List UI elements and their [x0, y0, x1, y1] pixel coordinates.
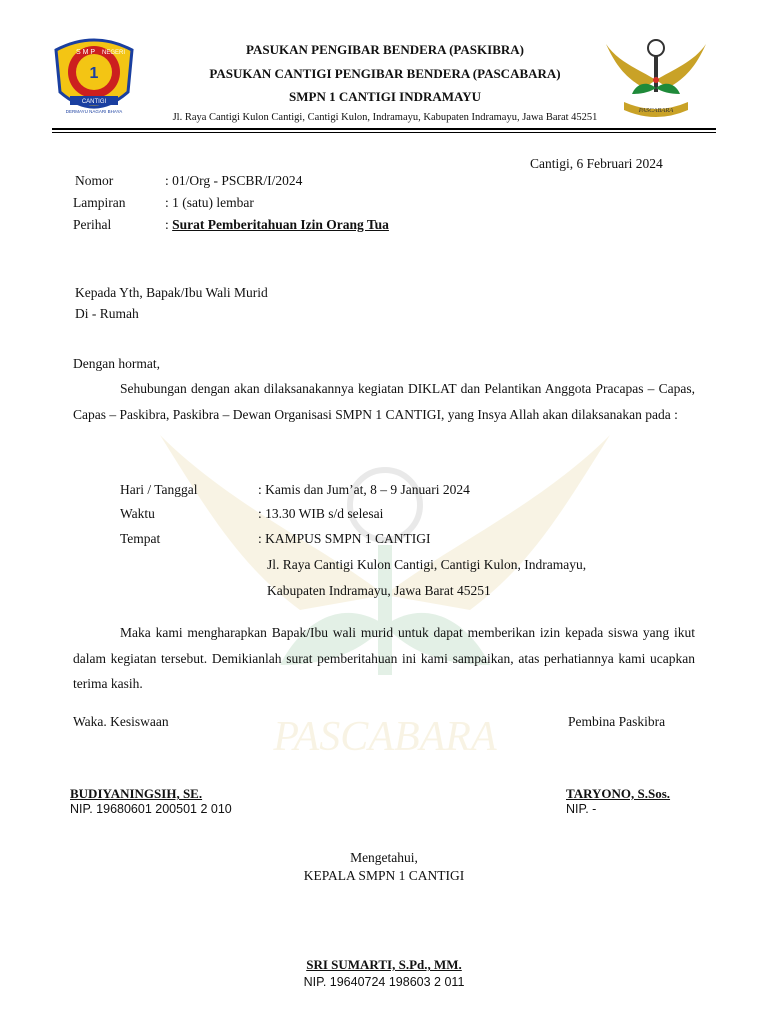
- hari-value: : Kamis dan Jum’at, 8 – 9 Januari 2024: [258, 482, 470, 497]
- paragraph-2-text: Maka kami mengharapkan Bapak/Ibu wali murid untuk dapat memberikan izin kepada siswa yang ikut dalam kegiatan tersebut. Demikianlah surat pemberitahuan ini kami sampaikan, atas perhatiannya kami ucapkan terima kasih.: [73, 625, 695, 691]
- lampiran-label: Lampiran: [73, 195, 126, 210]
- header-line-2: PASUKAN CANTIGI PENGIBAR BENDERA (PASCABARA): [209, 66, 561, 81]
- greeting: Dengan hormat,: [73, 356, 160, 371]
- headmaster-name: SRI SUMARTI, S.Pd., MM.: [306, 957, 462, 972]
- logo-smp: S M P: [76, 49, 96, 56]
- perihal-row: [165, 217, 389, 233]
- tempat-value: : KAMPUS SMPN 1 CANTIGI: [258, 531, 431, 546]
- recipient-line-1: Kepada Yth, Bapak/Ibu Wali Murid: [75, 285, 268, 300]
- right-signer-name: TARYONO, S.Sos.: [566, 786, 671, 801]
- logo-negeri: NEGERI: [102, 50, 126, 56]
- acknowledge-label: Mengetahui,: [350, 850, 418, 865]
- left-signer-nip: NIP. 19680601 200501 2 010: [70, 802, 232, 816]
- tempat-label: Tempat: [120, 531, 161, 546]
- lampiran-value: : 1 (satu) lembar: [165, 195, 254, 210]
- headmaster-title: KEPALA SMPN 1 CANTIGI: [303, 868, 465, 883]
- nomor-value: : 01/Org - PSCBR/I/2024: [165, 173, 303, 188]
- watermark-text: PASCABARA: [273, 714, 497, 760]
- header-line-1: PASUKAN PENGIBAR BENDERA (PASKIBRA): [246, 42, 524, 57]
- left-signer-title: Waka. Kesiswaan: [73, 714, 169, 729]
- right-signer-title: Pembina Paskibra: [568, 714, 666, 729]
- hari-label: Hari / Tanggal: [120, 482, 198, 497]
- school-logo: [50, 30, 138, 122]
- nomor-label: Nomor: [75, 173, 114, 188]
- perihal-colon: :: [165, 217, 169, 232]
- recipient-line-2: Di - Rumah: [75, 306, 139, 321]
- logo-motto: DERMAYU NAGARI BHAYA: [65, 109, 123, 114]
- logo-number: 1: [89, 65, 99, 82]
- perihal-value: Surat Pemberitahuan Izin Orang Tua: [172, 217, 389, 232]
- logo-ribbon: CANTIGI: [81, 99, 107, 105]
- header-rule-thin: [52, 132, 716, 133]
- headmaster-nip: NIP. 19640724 198603 2 011: [303, 975, 465, 989]
- pascabara-ribbon: PASCABARA: [638, 107, 674, 114]
- header-rule-thick: [52, 128, 716, 130]
- right-signer-nip: NIP. -: [566, 802, 597, 816]
- header-address: Jl. Raya Cantigi Kulon Cantigi, Cantigi Kulon, Indramayu, Kabupaten Indramayu, Jawa Barat 45251: [172, 112, 598, 123]
- tempat-address-2: Kabupaten Indramayu, Jawa Barat 45251: [267, 583, 491, 598]
- letter-date: Cantigi, 6 Februari 2024: [530, 156, 663, 171]
- left-signer-name: BUDIYANINGSIH, SE.: [70, 786, 203, 801]
- perihal-label: Perihal: [73, 217, 112, 232]
- paragraph-1-text: Sehubungan dengan akan dilaksanakannya kegiatan DIKLAT dan Pelantikan Anggota Pracapas – Capas, Capas – Paskibra, Paskibra – Dewan Organisasi SMPN 1 CANTIGI, yang Insya Allah akan dilaksanakan pada :: [73, 381, 695, 422]
- waktu-label: Waktu: [120, 506, 155, 521]
- tempat-address-1: Jl. Raya Cantigi Kulon Cantigi, Cantigi Kulon, Indramayu,: [267, 557, 587, 572]
- paragraph-1: [73, 376, 695, 427]
- header-line-3: SMPN 1 CANTIGI INDRAMAYU: [289, 89, 481, 104]
- paragraph-2: [73, 620, 695, 697]
- waktu-value: : 13.30 WIB s/d selesai: [258, 506, 384, 521]
